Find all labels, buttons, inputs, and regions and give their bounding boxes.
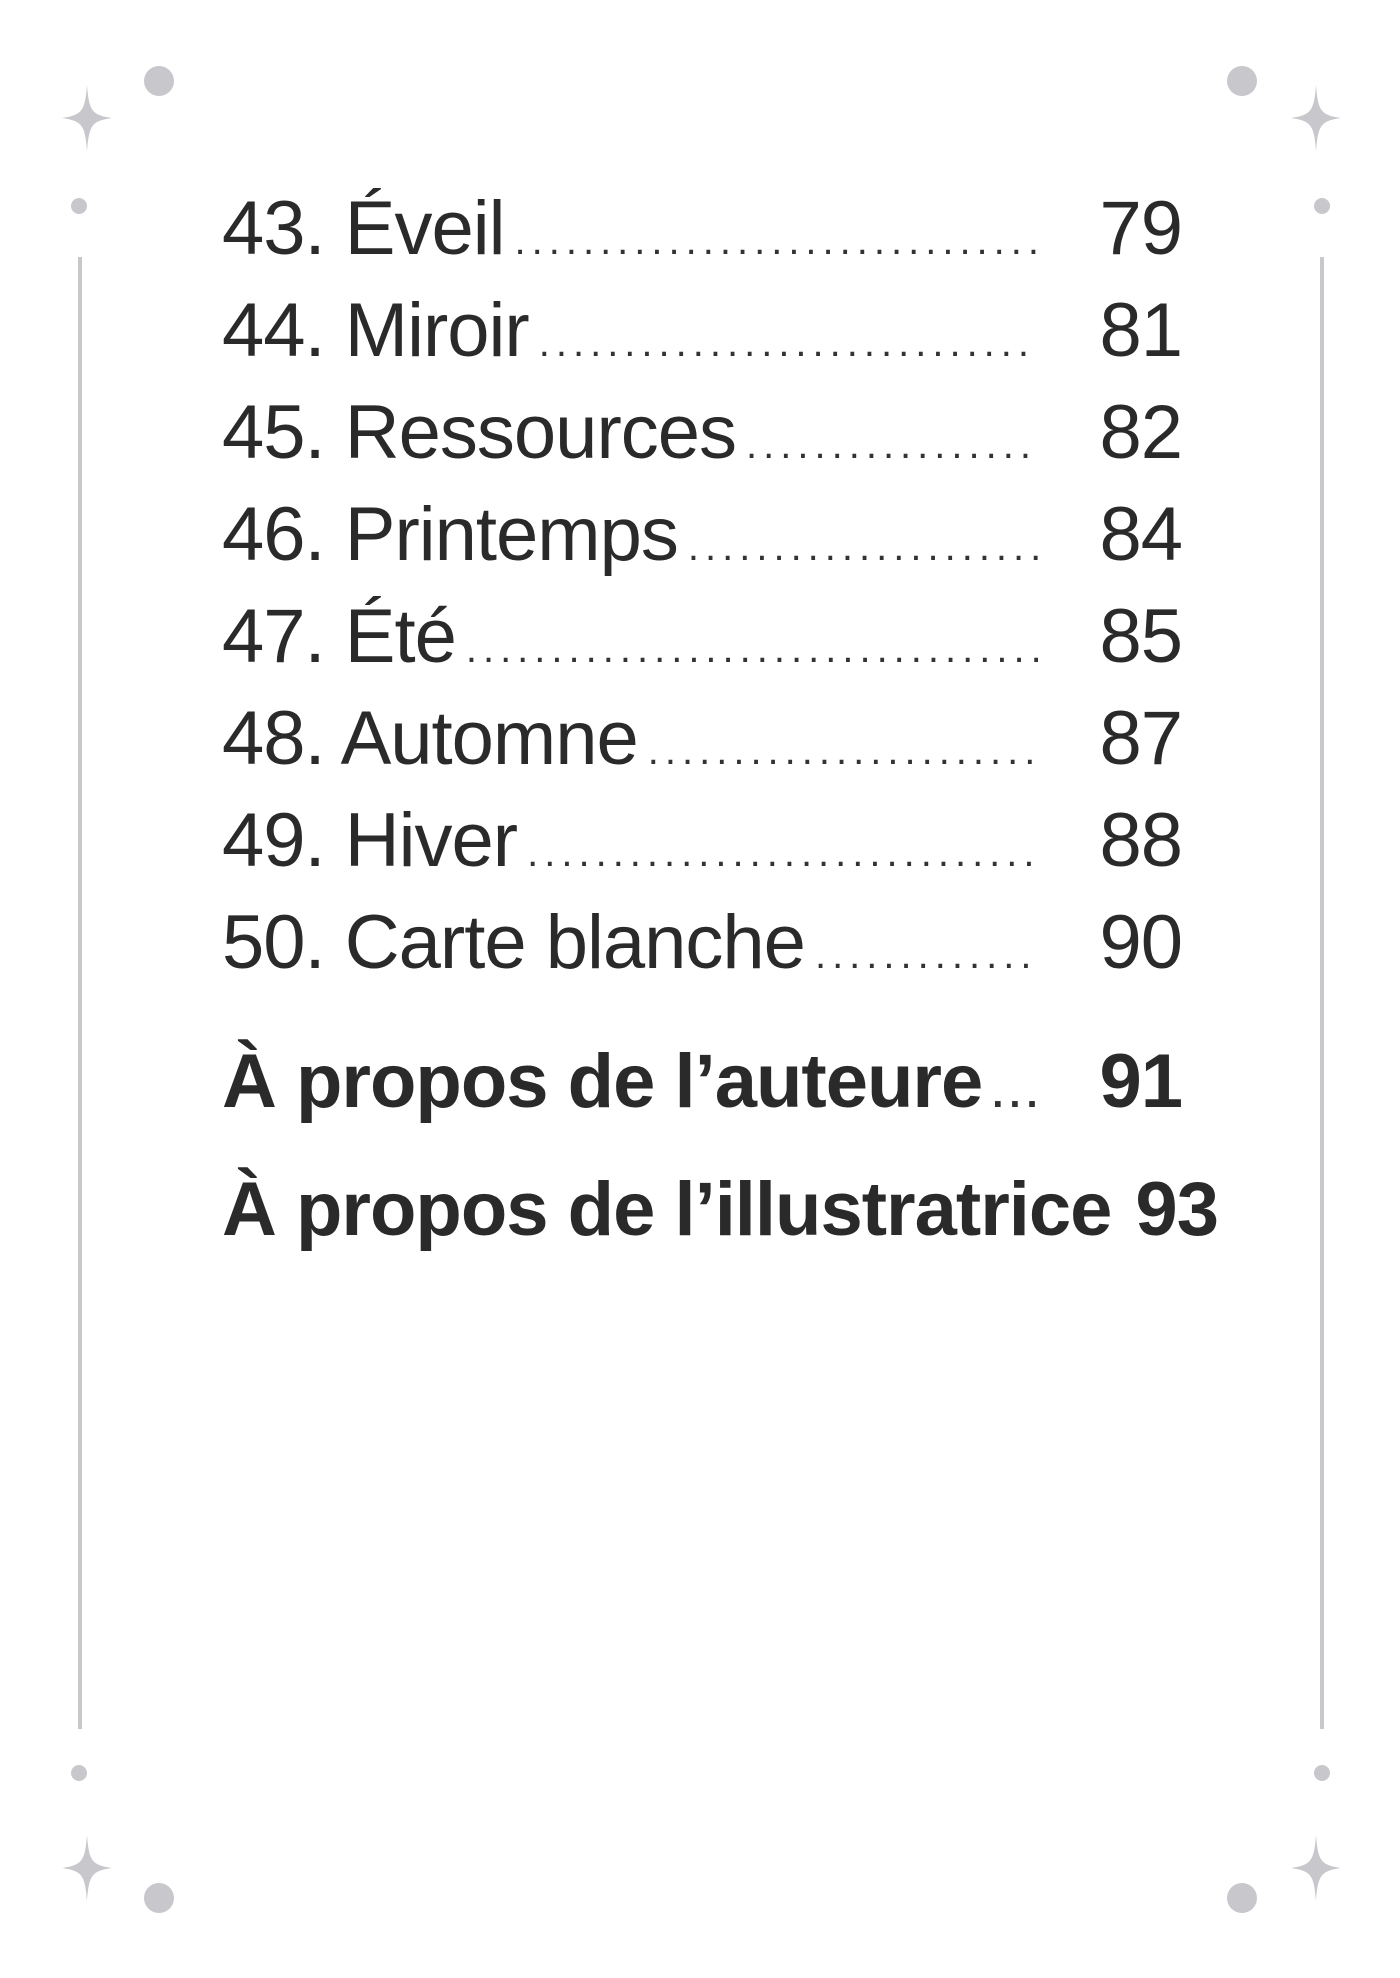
toc-entry[interactable] bbox=[222, 484, 1182, 586]
toc-entry-title: 50. Carte blanche bbox=[222, 900, 805, 985]
dot-icon bbox=[144, 1883, 174, 1913]
dot-leader bbox=[527, 833, 1038, 873]
dot-icon bbox=[71, 1765, 87, 1781]
dot-leader bbox=[688, 527, 1038, 567]
sparkle-star-icon bbox=[1291, 1835, 1341, 1901]
toc-entry[interactable] bbox=[222, 688, 1182, 790]
sparkle-star-icon bbox=[62, 1835, 112, 1901]
dot-leader bbox=[746, 425, 1038, 465]
toc-entry-title: 44. Miroir bbox=[222, 288, 529, 373]
dot-icon bbox=[1314, 1765, 1330, 1781]
table-of-contents bbox=[222, 178, 1218, 1274]
toc-entry[interactable] bbox=[222, 586, 1182, 688]
dot-leader bbox=[648, 731, 1038, 771]
toc-entry-title: À propos de l’illustratrice bbox=[222, 1167, 1112, 1252]
toc-entry-title: 48. Automne bbox=[222, 696, 638, 781]
toc-entry-title: 47. Été bbox=[222, 594, 456, 679]
toc-appendix-entry[interactable] bbox=[222, 1146, 1218, 1274]
toc-page-number: 91 bbox=[1099, 1039, 1182, 1124]
toc-page-number: 90 bbox=[1099, 900, 1182, 985]
dot-icon bbox=[144, 66, 174, 96]
toc-page-number: 93 bbox=[1135, 1167, 1218, 1252]
toc-appendix-entry[interactable] bbox=[222, 1018, 1182, 1146]
dot-icon bbox=[1227, 66, 1257, 96]
dot-leader bbox=[815, 935, 1038, 975]
frame-line-right bbox=[1320, 257, 1324, 1729]
toc-page-number: 79 bbox=[1099, 186, 1182, 271]
sparkle-star-icon bbox=[62, 85, 112, 151]
toc-page-number: 81 bbox=[1099, 288, 1182, 373]
dot-leader bbox=[466, 629, 1038, 669]
toc-entry-title: 43. Éveil bbox=[222, 186, 505, 271]
frame-line-left bbox=[78, 257, 82, 1729]
dot-icon bbox=[1314, 198, 1330, 214]
dot-icon bbox=[1227, 1883, 1257, 1913]
toc-entry[interactable] bbox=[222, 382, 1182, 484]
toc-entry-title: À propos de l’auteure bbox=[222, 1039, 983, 1124]
dot-leader bbox=[992, 1074, 1038, 1114]
toc-entry[interactable] bbox=[222, 280, 1182, 382]
toc-entry-title: 49. Hiver bbox=[222, 798, 518, 883]
dot-leader bbox=[539, 323, 1038, 363]
toc-page-number: 88 bbox=[1099, 798, 1182, 883]
toc-entry-title: 46. Printemps bbox=[222, 492, 678, 577]
toc-entry[interactable] bbox=[222, 790, 1182, 892]
sparkle-star-icon bbox=[1291, 85, 1341, 151]
dot-icon bbox=[71, 198, 87, 214]
toc-page-number: 82 bbox=[1099, 390, 1182, 475]
dot-leader bbox=[515, 221, 1039, 261]
toc-page-number: 84 bbox=[1099, 492, 1182, 577]
toc-entry-title: 45. Ressources bbox=[222, 390, 737, 475]
toc-page-number: 85 bbox=[1099, 594, 1182, 679]
toc-entry[interactable] bbox=[222, 892, 1182, 994]
toc-entry[interactable] bbox=[222, 178, 1182, 280]
toc-page-number: 87 bbox=[1099, 696, 1182, 781]
section-spacer bbox=[222, 994, 1182, 1018]
